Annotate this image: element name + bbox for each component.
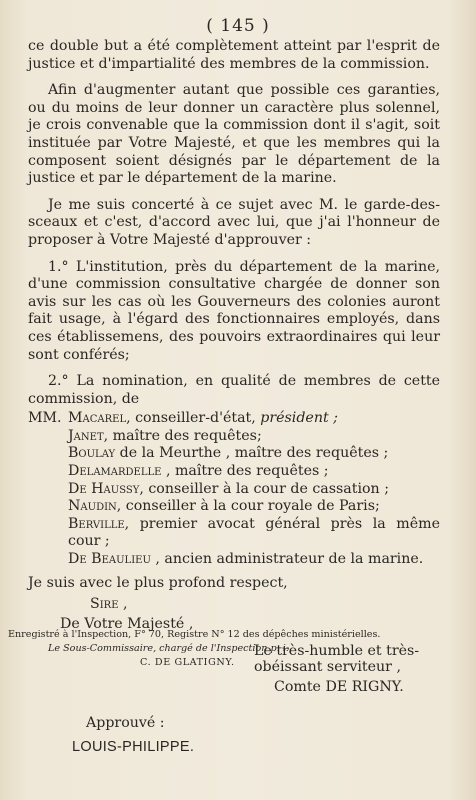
closing-sire: Sire , <box>90 596 128 613</box>
minister-signature: Comte DE RIGNY. <box>274 679 404 696</box>
member-title: président ; <box>260 410 338 427</box>
paragraph-4: 1.° L'institution, près du département de la marine, d'une commission consultative chargée de donner son avis sur les cas où les Gouverneurs des colonies auront fait usage, à l'égard des fonctionnaires employés, dans ces établissemens, des pouvoirs extraordinaires qui leur sont conférés; <box>28 258 440 363</box>
registration-note <box>8 628 438 670</box>
member-row <box>28 481 440 499</box>
member-row <box>28 445 440 463</box>
member-row <box>28 498 440 516</box>
closing-respect: Je suis avec le plus profond respect, <box>28 574 288 591</box>
registration-line-3: C. DE GLATIGNY. <box>140 657 235 668</box>
member-list <box>28 410 440 568</box>
registration-line-2: Le Sous-Commissaire, chargé de l'Inspection p. i., <box>48 643 292 654</box>
member-row <box>28 410 440 428</box>
member-name: Macarel <box>68 410 127 427</box>
member-role: , conseiller à la cour de cassation ; <box>139 480 389 497</box>
member-name: Delamardelle <box>68 463 162 480</box>
member-name: Janet <box>68 427 104 444</box>
member-role: , premier avocat général près la même cour ; <box>68 515 440 550</box>
member-role: , conseiller à la cour royale de Paris; <box>116 498 380 515</box>
closing-majeste: De Votre Majesté , <box>60 615 194 632</box>
member-name: De Beaulieu <box>68 551 151 568</box>
member-role: , maître des requêtes ; <box>161 463 329 480</box>
paragraph-5: 2.° La nomination, en qualité de membres de cette commission, de <box>28 373 440 407</box>
member-role: , maître des requêtes; <box>103 427 262 444</box>
member-name: De Haussy <box>68 480 140 497</box>
registration-line-1: Enregistré à l'Inspection, F° 70, Registre N° 12 des dépêches ministérielles. <box>8 629 381 640</box>
paragraph-2: Afin d'augmenter autant que possible ces garanties, ou du moins de leur donner un caractère plus solennel, je crois convenable que la commission dont il s'agit, soit instituée par Votre Majesté, et que les membres qui la composent soient désignés par le département de la justice et par le département de la marine. <box>28 82 440 187</box>
member-row <box>28 428 440 446</box>
closing-humble-2: obéissant serviteur , <box>254 659 401 676</box>
member-row <box>28 463 440 481</box>
paragraph-1: ce double but a été complètement atteint par l'esprit de justice et d'impartialité des membres de la commission. <box>28 38 440 72</box>
member-role: , conseiller-d'état, <box>126 410 261 427</box>
page-number: ( 145 ) <box>206 16 270 36</box>
approval-label: Approuvé : <box>86 715 165 731</box>
member-row <box>28 551 440 569</box>
member-row <box>28 516 440 551</box>
member-role: de la Meurthe , maître des requêtes ; <box>115 445 389 462</box>
member-name: Boulay <box>68 445 116 462</box>
king-signature: LOUIS-PHILIPPE. <box>72 738 195 755</box>
member-role: , ancien administrateur de la marine. <box>150 551 424 568</box>
closing-humble-1: Le très-humble et très- <box>254 643 420 660</box>
member-prefix: MM. <box>28 410 62 427</box>
paragraph-3: Je me suis concerté à ce sujet avec M. le garde-des-sceaux et c'est, d'accord avec lui, que j'ai l'honneur de proposer à Votre Majesté d'approuver : <box>28 196 440 248</box>
member-name: Berville <box>68 515 125 532</box>
member-name: Naudin <box>68 498 117 515</box>
